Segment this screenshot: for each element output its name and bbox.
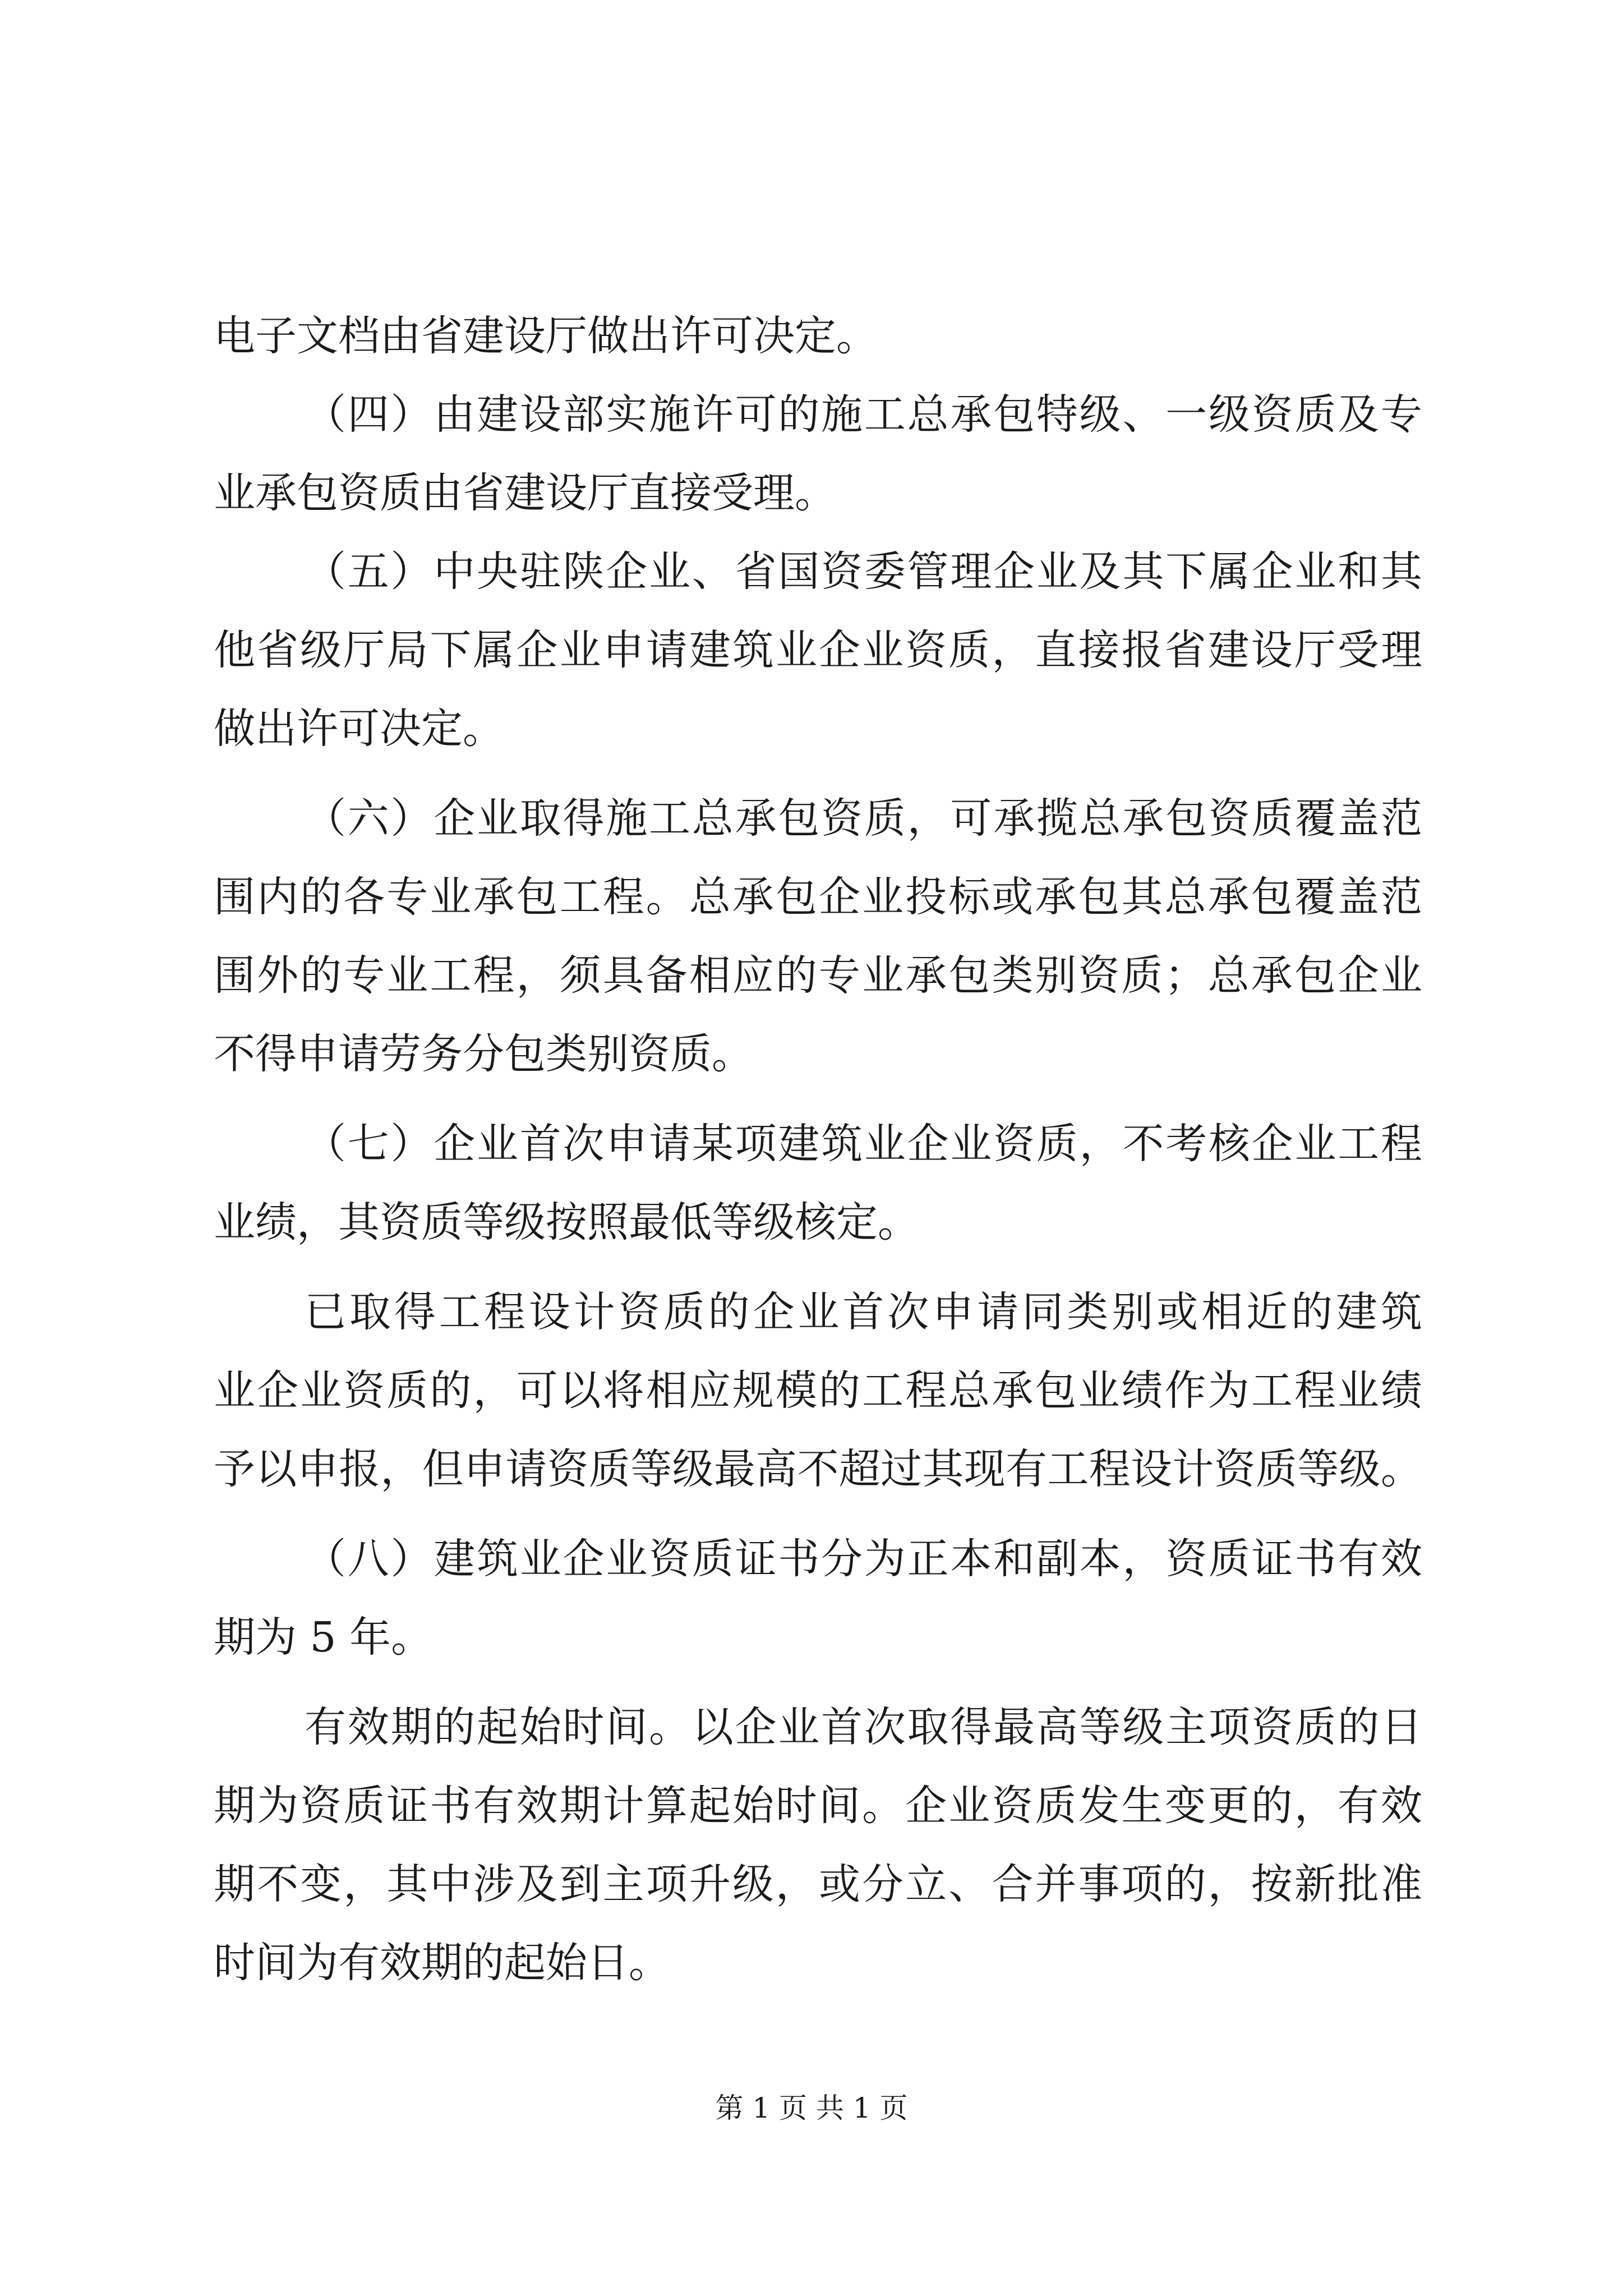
text-line: （八）建筑业企业资质证书分为正本和副本，资质证书有效 <box>305 1535 1422 1583</box>
text-line: 已取得工程设计资质的企业首次申请同类别或相近的建筑 <box>305 1288 1422 1336</box>
text-line: （六）企业取得施工总承包资质，可承揽总承包资质覆盖范 <box>305 794 1422 843</box>
text-line: 期不变，其中涉及到主项升级，或分立、合并事项的，按新批准 <box>214 1860 1422 1908</box>
text-line: 业企业资质的，可以将相应规模的工程总承包业绩作为工程业绩 <box>214 1366 1422 1415</box>
text-line: 不得申请劳务分包类别资质。 <box>214 1030 753 1078</box>
text-line: 他省级厅局下属企业申请建筑业企业资质，直接报省建设厅受理 <box>214 626 1422 674</box>
text-line: （五）中央驻陕企业、省国资委管理企业及其下属企业和其 <box>305 547 1422 596</box>
text-line: 做出许可决定。 <box>214 705 504 753</box>
text-line: 期为 5 年。 <box>214 1613 433 1662</box>
text-line: 时间为有效期的起始日。 <box>214 1939 670 1987</box>
text-line: 业承包资质由省建设厅直接受理。 <box>214 469 836 517</box>
text-line: （七）企业首次申请某项建筑业企业资质，不考核企业工程 <box>305 1120 1422 1168</box>
page-number-footer: 第 1 页 共 1 页 <box>715 2092 908 2124</box>
text-line: 业绩，其资质等级按照最低等级核定。 <box>214 1198 919 1246</box>
text-line: 期为资质证书有效期计算起始时间。企业资质发生变更的，有效 <box>214 1782 1422 1830</box>
text-line: 围外的专业工程，须具备相应的专业承包类别资质；总承包企业 <box>214 951 1422 1000</box>
text-line: 电子文档由省建设厅做出许可决定。 <box>214 312 878 360</box>
text-line: （四）由建设部实施许可的施工总承包特级、一级资质及专 <box>305 390 1422 439</box>
text-line: 围内的各专业承包工程。总承包企业投标或承包其总承包覆盖范 <box>214 873 1422 921</box>
text-line: 有效期的起始时间。以企业首次取得最高等级主项资质的日 <box>305 1703 1422 1751</box>
text-line: 予以申报，但申请资质等级最高不超过其现有工程设计资质等级。 <box>214 1445 1422 1493</box>
